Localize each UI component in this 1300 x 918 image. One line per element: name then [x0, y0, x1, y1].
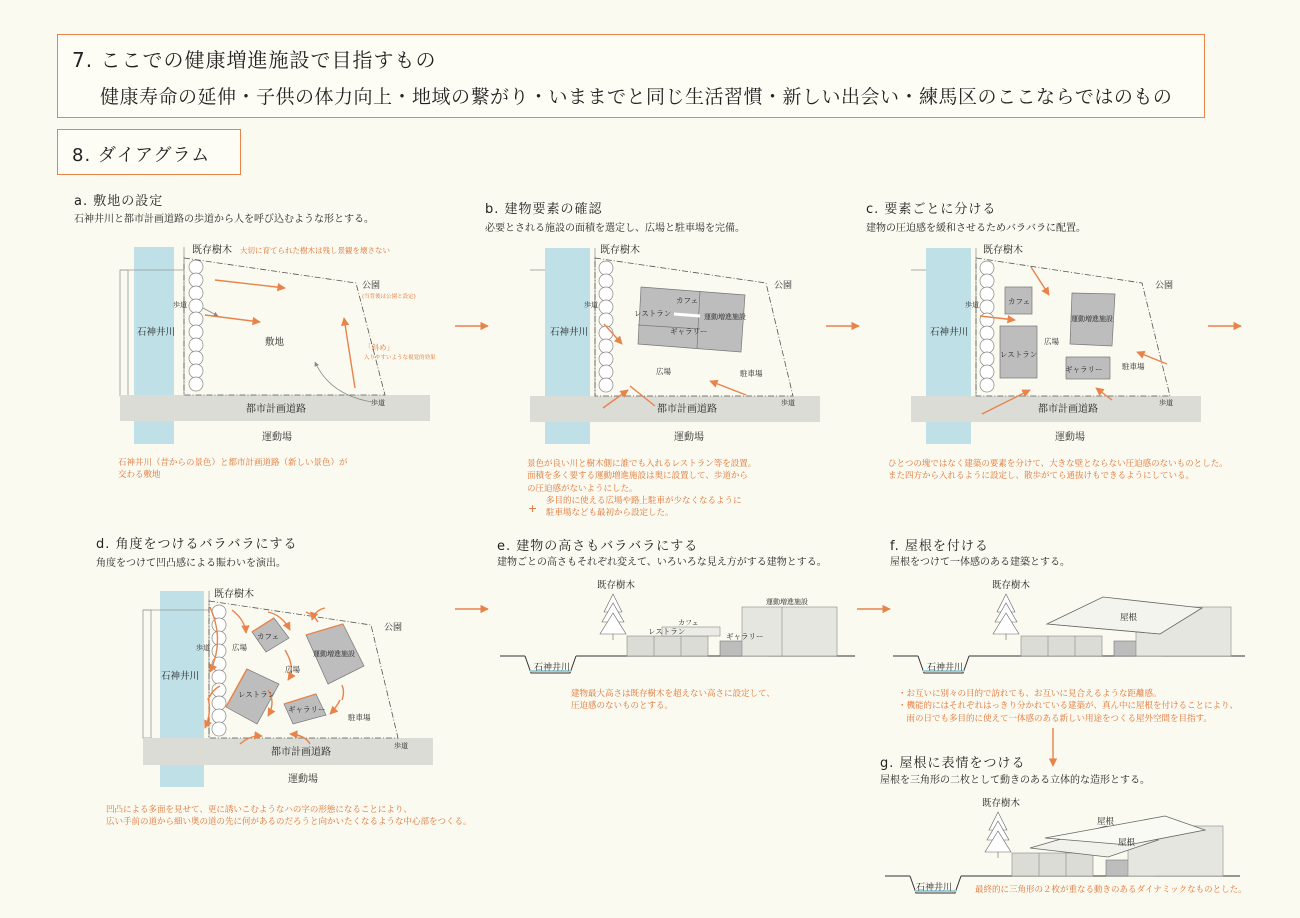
panel-c-note-2: また四方から入れるように設定し、散歩がてら通抜けもできるようにしている。 [888, 471, 1195, 482]
panel-d-note-1: 凹凸による多面を見せて、更に誘いこむようなハの字の形態になることにより、 [106, 805, 412, 815]
panel-g-note: 最終的に三角形の２枚が重なる動きのあるダイナミックなものとした。 [975, 885, 1247, 895]
label-river-a: 石神井川 [137, 327, 176, 338]
panel-g-desc: 屋根を三角形の二枚として動きのある立体的な造形とする。 [880, 775, 1150, 786]
label-trees-e: 既存樹木 [597, 580, 636, 591]
river-c [926, 248, 971, 396]
label-walkway-c: 歩道 [965, 301, 979, 309]
label-plaza-c: 広場 [1044, 337, 1059, 346]
label-parking-b: 駐車場 [740, 369, 763, 378]
label-park-a: 公園 [362, 281, 381, 291]
label-health-d: 運動増進施設 [313, 650, 355, 658]
label-cafe-c: カフェ [1008, 297, 1031, 306]
park-note-a: (当背後は公園と設定) [362, 294, 416, 300]
label-gallery-c: ギャラリー [1065, 365, 1103, 374]
label-trees-a: 既存樹木 [192, 245, 232, 256]
goals-text: 健康寿命の延伸・子供の体力向上・地域の繋がり・いままでと同じ生活習慣・新しい出会い・練馬区のここならではのもの [100, 86, 1173, 108]
panel-c-plan [911, 243, 1201, 444]
panel-c-desc: 建物の圧迫感を緩和させるためバラバラに配置。 [866, 223, 1086, 234]
label-roof-f: 屋根 [1120, 613, 1138, 623]
panel-b-note-1: 景色が良い川と樹木側に誰でも入れるレストラン等を設置。 [527, 459, 757, 469]
label-park-b: 公園 [774, 281, 793, 291]
slant-note-a: 入りやすいような視覚的効果 [364, 355, 436, 361]
slant-title-a: 「斜め」 [364, 343, 394, 352]
label-roof-g1: 屋根 [1097, 817, 1115, 827]
label-field-a: 運動場 [262, 432, 292, 443]
panel-f-note-1: ・お互いに別々の目的で訪れても、お互いに見合えるような距離感。 [898, 689, 1162, 699]
label-restaurant-c: レストラン [1000, 350, 1038, 359]
panel-d-desc: 角度をつけて凹凸感による賑わいを演出。 [96, 558, 286, 569]
label-plaza-b: 広場 [656, 367, 671, 376]
label-field-c: 運動場 [1055, 432, 1085, 443]
label-river-b: 石神井川 [550, 327, 589, 338]
panel-g-section [885, 797, 1240, 893]
label-walkway-d2: 歩道 [394, 742, 408, 750]
river-b-lower [545, 422, 590, 444]
panel-b-note-3: の圧迫感がないようにした。 [527, 483, 638, 494]
label-road-c: 都市計画道路 [1038, 404, 1098, 415]
panel-d-title: d. 角度をつけるバラバラにする [96, 537, 298, 552]
label-restaurant-b: レストラン [634, 309, 672, 318]
river-b [545, 248, 590, 396]
panel-e-section [500, 579, 855, 673]
label-cafe-e: カフェ [678, 619, 699, 627]
label-health-e: 運動増進施設 [766, 598, 808, 606]
panel-a-title: a. 敷地の設定 [74, 194, 164, 209]
tree-g [985, 812, 1011, 858]
panel-e-desc: 建物ごとの高さもそれぞれ変えて、いろいろな見え方がする建物とする。 [497, 557, 827, 568]
label-trees-b: 既存樹木 [600, 245, 640, 256]
panel-b-desc: 必要とされる施設の面積を選定し、広場と駐車場を完備。 [485, 223, 745, 234]
river-d-lower [160, 765, 204, 787]
heading-7-title: 7. ここでの健康増進施設で目指すもの [72, 48, 437, 72]
label-river-f: 石神井川 [927, 663, 964, 673]
panel-b-title: b. 建物要素の確認 [485, 202, 603, 217]
panel-b-note-5: 駐車場なども最初から設定した。 [546, 508, 674, 519]
label-walkway-a: 歩道 [173, 301, 187, 309]
label-road-b: 都市計画道路 [657, 404, 717, 415]
restaurant-section-e [627, 636, 708, 656]
label-river-e: 石神井川 [534, 663, 571, 673]
tree-f [993, 594, 1019, 640]
label-park-c: 公園 [1155, 281, 1174, 291]
label-plaza-d: 広場 [232, 643, 247, 652]
label-gallery-b: ギャラリー [670, 327, 708, 336]
label-road-d: 都市計画道路 [271, 747, 331, 758]
panel-f-section [893, 579, 1245, 673]
label-restaurant-e: レストラン [648, 627, 686, 636]
label-cafe-b: カフェ [676, 296, 699, 305]
label-walkway-b2: 歩道 [781, 399, 795, 407]
label-trees-d: 既存樹木 [214, 589, 254, 600]
tree-note-a: 大切に育てられた樹木は残し景観を壊さない [240, 246, 390, 255]
panel-g-title: g. 屋根に表情をつける [880, 756, 1026, 771]
label-walkway-a2: 歩道 [371, 399, 385, 407]
panel-b-note-2: 面積を多く要する運動増進施設は奥に設置して、歩道から [527, 471, 748, 482]
panel-a-plan [120, 243, 436, 444]
label-trees-g: 既存樹木 [982, 798, 1021, 809]
label-gallery-d: ギャラリー [288, 705, 326, 714]
panel-e-note-2: 圧迫感のないものとする。 [571, 701, 674, 712]
panel-a-note-2: 交わる敷地 [118, 470, 161, 481]
panel-d-note-2: 広い手前の道から細い奥の道の先に何があるのだろうと向かいたくなるような中心部をつくる。 [106, 817, 472, 828]
label-river-c: 石神井川 [930, 327, 969, 338]
label-roof-g2: 屋根 [1118, 838, 1136, 848]
tree-row-a [189, 260, 203, 391]
plan-a-edge [120, 270, 128, 396]
panel-f-title: f. 屋根を付ける [890, 539, 989, 554]
panel-f-note-3: 雨の日でも多目的に使えて一体感のある新しい用途をつくる屋外空間を目指す。 [898, 713, 1212, 724]
tree-e [600, 594, 626, 640]
label-river-d: 石神井川 [161, 671, 200, 682]
panel-b-plan [530, 243, 820, 444]
river-d [160, 591, 204, 738]
tree-row-d [212, 605, 226, 736]
label-park-d: 公園 [384, 623, 403, 633]
label-gallery-e: ギャラリー [726, 632, 764, 641]
label-walkway-b: 歩道 [584, 301, 598, 309]
label-walkway-d: 歩道 [196, 644, 210, 652]
tree-row-c [980, 261, 994, 392]
panel-a-desc: 石神井川と都市計画道路の歩道から人を呼び込むような形とする。 [74, 214, 374, 225]
river-a [134, 247, 174, 395]
river-a-lower [134, 421, 174, 444]
label-road-a: 都市計画道路 [246, 404, 306, 415]
label-parking-c: 駐車場 [1122, 362, 1145, 371]
label-trees-f: 既存樹木 [992, 580, 1031, 591]
panel-e-note-1: 建物最大高さは既存樹木を超えない高さに設定して、 [571, 689, 775, 699]
panel-f-desc: 屋根をつけて一体感のある建築とする。 [890, 557, 1070, 568]
panel-b-note-4: 多目的に使える広場や路上駐車が少なくなるように [546, 496, 742, 506]
panel-b-plus: + [528, 502, 538, 515]
panel-a-note-1: 石神井川（昔からの景色）と都市計画道路（新しい景色）が [118, 458, 348, 468]
heading-8-title: 8. ダイアグラム [72, 145, 211, 166]
panel-f-note-2: ・機能的にはそれぞれはっきり分かれている建築が、真ん中に屋根を付けることにより、 [898, 701, 1239, 712]
label-cafe-d: カフェ [257, 632, 280, 641]
label-restaurant-d: レストラン [238, 690, 276, 699]
label-site-a: 敷地 [265, 337, 285, 348]
label-field-b: 運動場 [674, 432, 704, 443]
label-river-g: 石神井川 [916, 883, 953, 893]
label-plaza-d2: 広場 [285, 665, 300, 674]
label-walkway-c2: 歩道 [1159, 399, 1173, 407]
label-field-d: 運動場 [288, 774, 318, 785]
panel-e-title: e. 建物の高さもバラバラにする [497, 539, 699, 554]
label-health-b: 運動増進施設 [704, 313, 746, 321]
panel-d-plan [143, 587, 433, 787]
label-health-c: 運動増進施設 [1071, 315, 1113, 323]
panel-c-note-1: ひとつの塊ではなく建築の要素を分けて、大きな壁とならない圧迫感のないものとした。 [888, 459, 1228, 469]
label-parking-d: 駐車場 [348, 713, 371, 722]
panel-c-title: c. 要素ごとに分ける [866, 202, 997, 217]
label-trees-c: 既存樹木 [983, 245, 1023, 256]
river-c-lower [926, 422, 971, 444]
site-boundary-a [184, 258, 385, 395]
